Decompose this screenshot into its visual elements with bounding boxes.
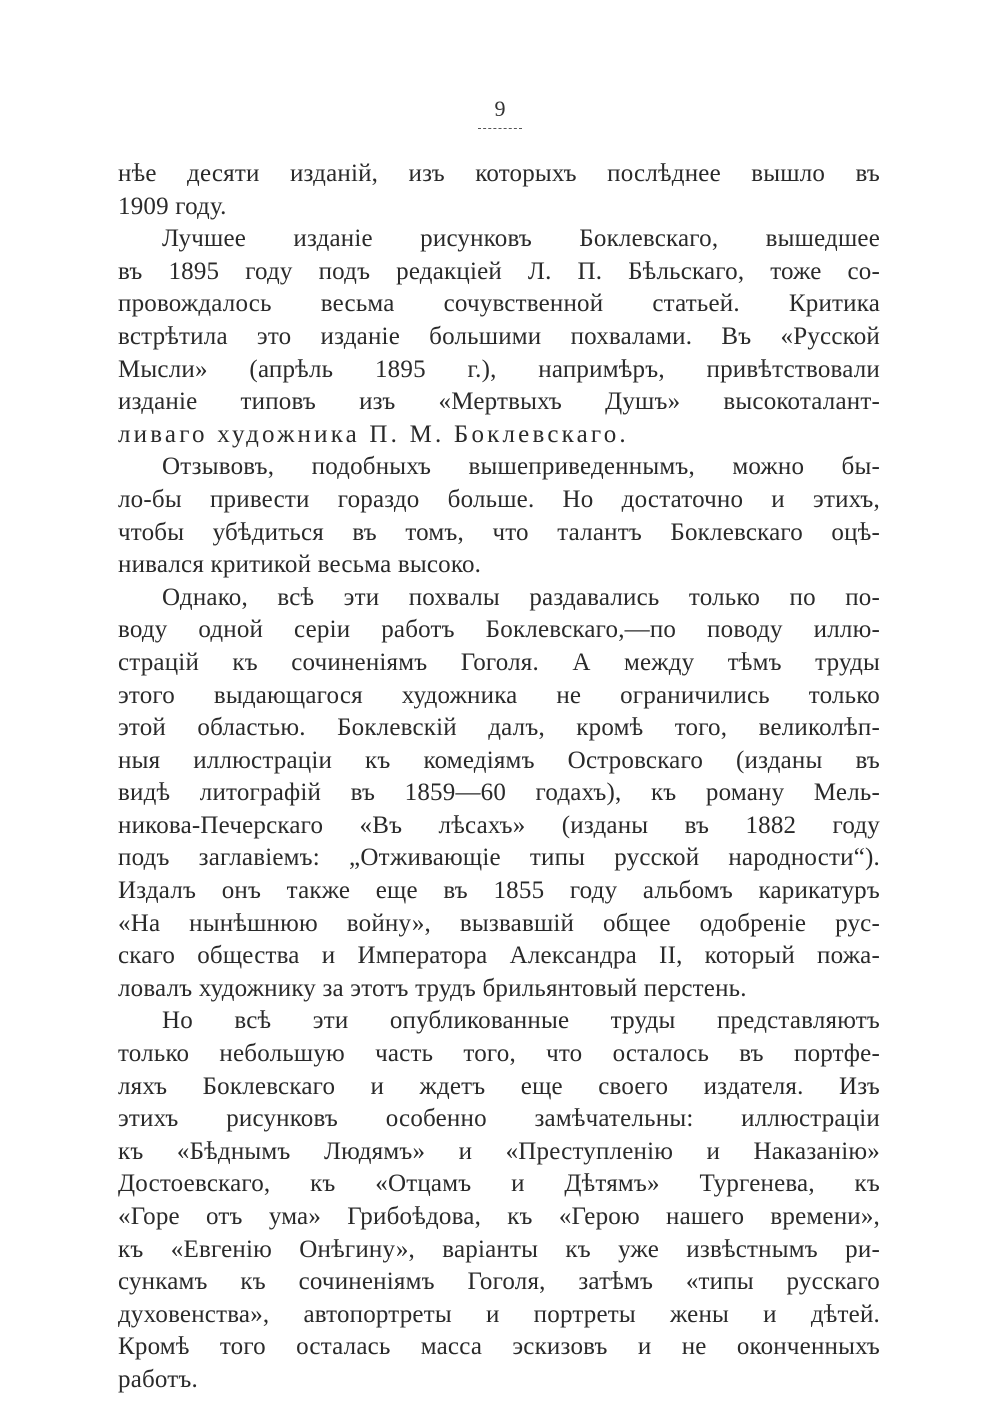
- text-line: духовенства», автопортреты и портреты жены и дѣтей.: [118, 1300, 880, 1328]
- text-line: никова-Печерскаго «Въ лѣсахъ» (изданы въ 1882 году: [118, 811, 880, 839]
- text-line: Издалъ онъ также еще въ 1855 году альбомъ карикатуръ: [118, 877, 880, 905]
- text-line: къ «Евгенію Онѣгину», варіанты къ уже извѣстнымъ ри-: [118, 1235, 880, 1263]
- paragraph-5: [118, 1005, 880, 1396]
- text-line: ныя иллюстраціи къ комедіямъ Островскаго (изданы въ: [118, 746, 880, 774]
- text-line: этого выдающагося художника не ограничились только: [118, 681, 880, 709]
- text-line: провождалось весьма сочувственной статьей. Критика: [118, 290, 880, 318]
- text-line: страцій къ сочиненіямъ Гоголя. А между тѣмъ труды: [118, 648, 880, 676]
- text-line: сункамъ къ сочиненіямъ Гоголя, затѣмъ «типы русскаго: [118, 1268, 880, 1296]
- text-line: подъ заглавіемъ: „Отживающіе типы русской народности“).: [118, 844, 880, 872]
- page-number: 9: [494, 96, 506, 121]
- text-line: Достоевскаго, къ «Отцамъ и Дѣтямъ» Тургенева, къ: [118, 1170, 880, 1198]
- text-line: ливаго художника П. М. Боклевскаго.: [118, 420, 629, 448]
- text-line: скаго общества и Императора Александра II, который пожа-: [118, 942, 880, 970]
- text-line: къ «Бѣднымъ Людямъ» и «Преступленію и Наказанію»: [118, 1137, 880, 1165]
- text-line: Однако, всѣ эти похвалы раздавались только по по-: [162, 583, 880, 611]
- paragraph-3: [118, 451, 880, 581]
- text-line: встрѣтила это изданіе большими похвалами. Въ «Русской: [118, 322, 880, 350]
- text-line: ляхъ Боклевскаго и ждетъ еще своего издателя. Изъ: [118, 1072, 880, 1100]
- text-line: Отзывовъ, подобныхъ вышеприведеннымъ, можно бы-: [162, 453, 880, 481]
- text-line: «На нынѣшнюю войну», вызвавшій общее одобреніе рус-: [118, 909, 880, 937]
- text-line: ло-бы привести гораздо больше. Но достаточно и этихъ,: [118, 485, 880, 513]
- text-line: этой областью. Боклевскій далъ, кромѣ того, великолѣп-: [118, 714, 880, 742]
- text-line: Но всѣ эти опубликованные труды представляютъ: [162, 1007, 880, 1035]
- paragraph-1: [118, 158, 880, 223]
- text-line: видѣ литографій въ 1859—60 годахъ), къ роману Мель-: [118, 779, 880, 807]
- text-line: этихъ рисунковъ особенно замѣчательны: иллюстраціи: [118, 1105, 880, 1133]
- page-number-rule: [478, 128, 522, 129]
- body-text: [118, 158, 880, 1397]
- text-line: нивался критикой весьма высоко.: [118, 551, 482, 579]
- text-line: чтобы убѣдиться въ томъ, что талантъ Боклевскаго оцѣ-: [118, 518, 880, 546]
- text-line: ловалъ художнику за этотъ трудъ брильянтовый перстень.: [118, 974, 747, 1002]
- text-line: изданіе типовъ изъ «Мертвыхъ Душъ» высокоталант-: [118, 388, 880, 416]
- text-line: только небольшую часть того, что осталось въ портфе-: [118, 1040, 880, 1068]
- text-line: воду одной серіи работъ Боклевскаго,—по поводу иллю-: [118, 616, 880, 644]
- text-line: Мысли» (апрѣль 1895 г.), напримѣръ, привѣтствовали: [118, 355, 880, 383]
- text-line: Кромѣ того осталась масса эскизовъ и не оконченныхъ: [118, 1333, 880, 1361]
- text-line: «Горе отъ ума» Грибоѣдова, къ «Герою нашего времени»,: [118, 1203, 880, 1230]
- text-line: нѣе десяти изданій, изъ которыхъ послѣднее вышло въ: [118, 160, 880, 187]
- text-line: 1909 году.: [118, 192, 227, 220]
- paragraph-4: [118, 582, 880, 1006]
- text-line: работъ.: [118, 1365, 198, 1393]
- paragraph-2: [118, 223, 880, 451]
- text-line: въ 1895 году подъ редакціей Л. П. Бѣльскаго, тоже со-: [118, 257, 880, 285]
- text-line: Лучшее изданіе рисунковъ Боклевскаго, вышедшее: [162, 225, 880, 253]
